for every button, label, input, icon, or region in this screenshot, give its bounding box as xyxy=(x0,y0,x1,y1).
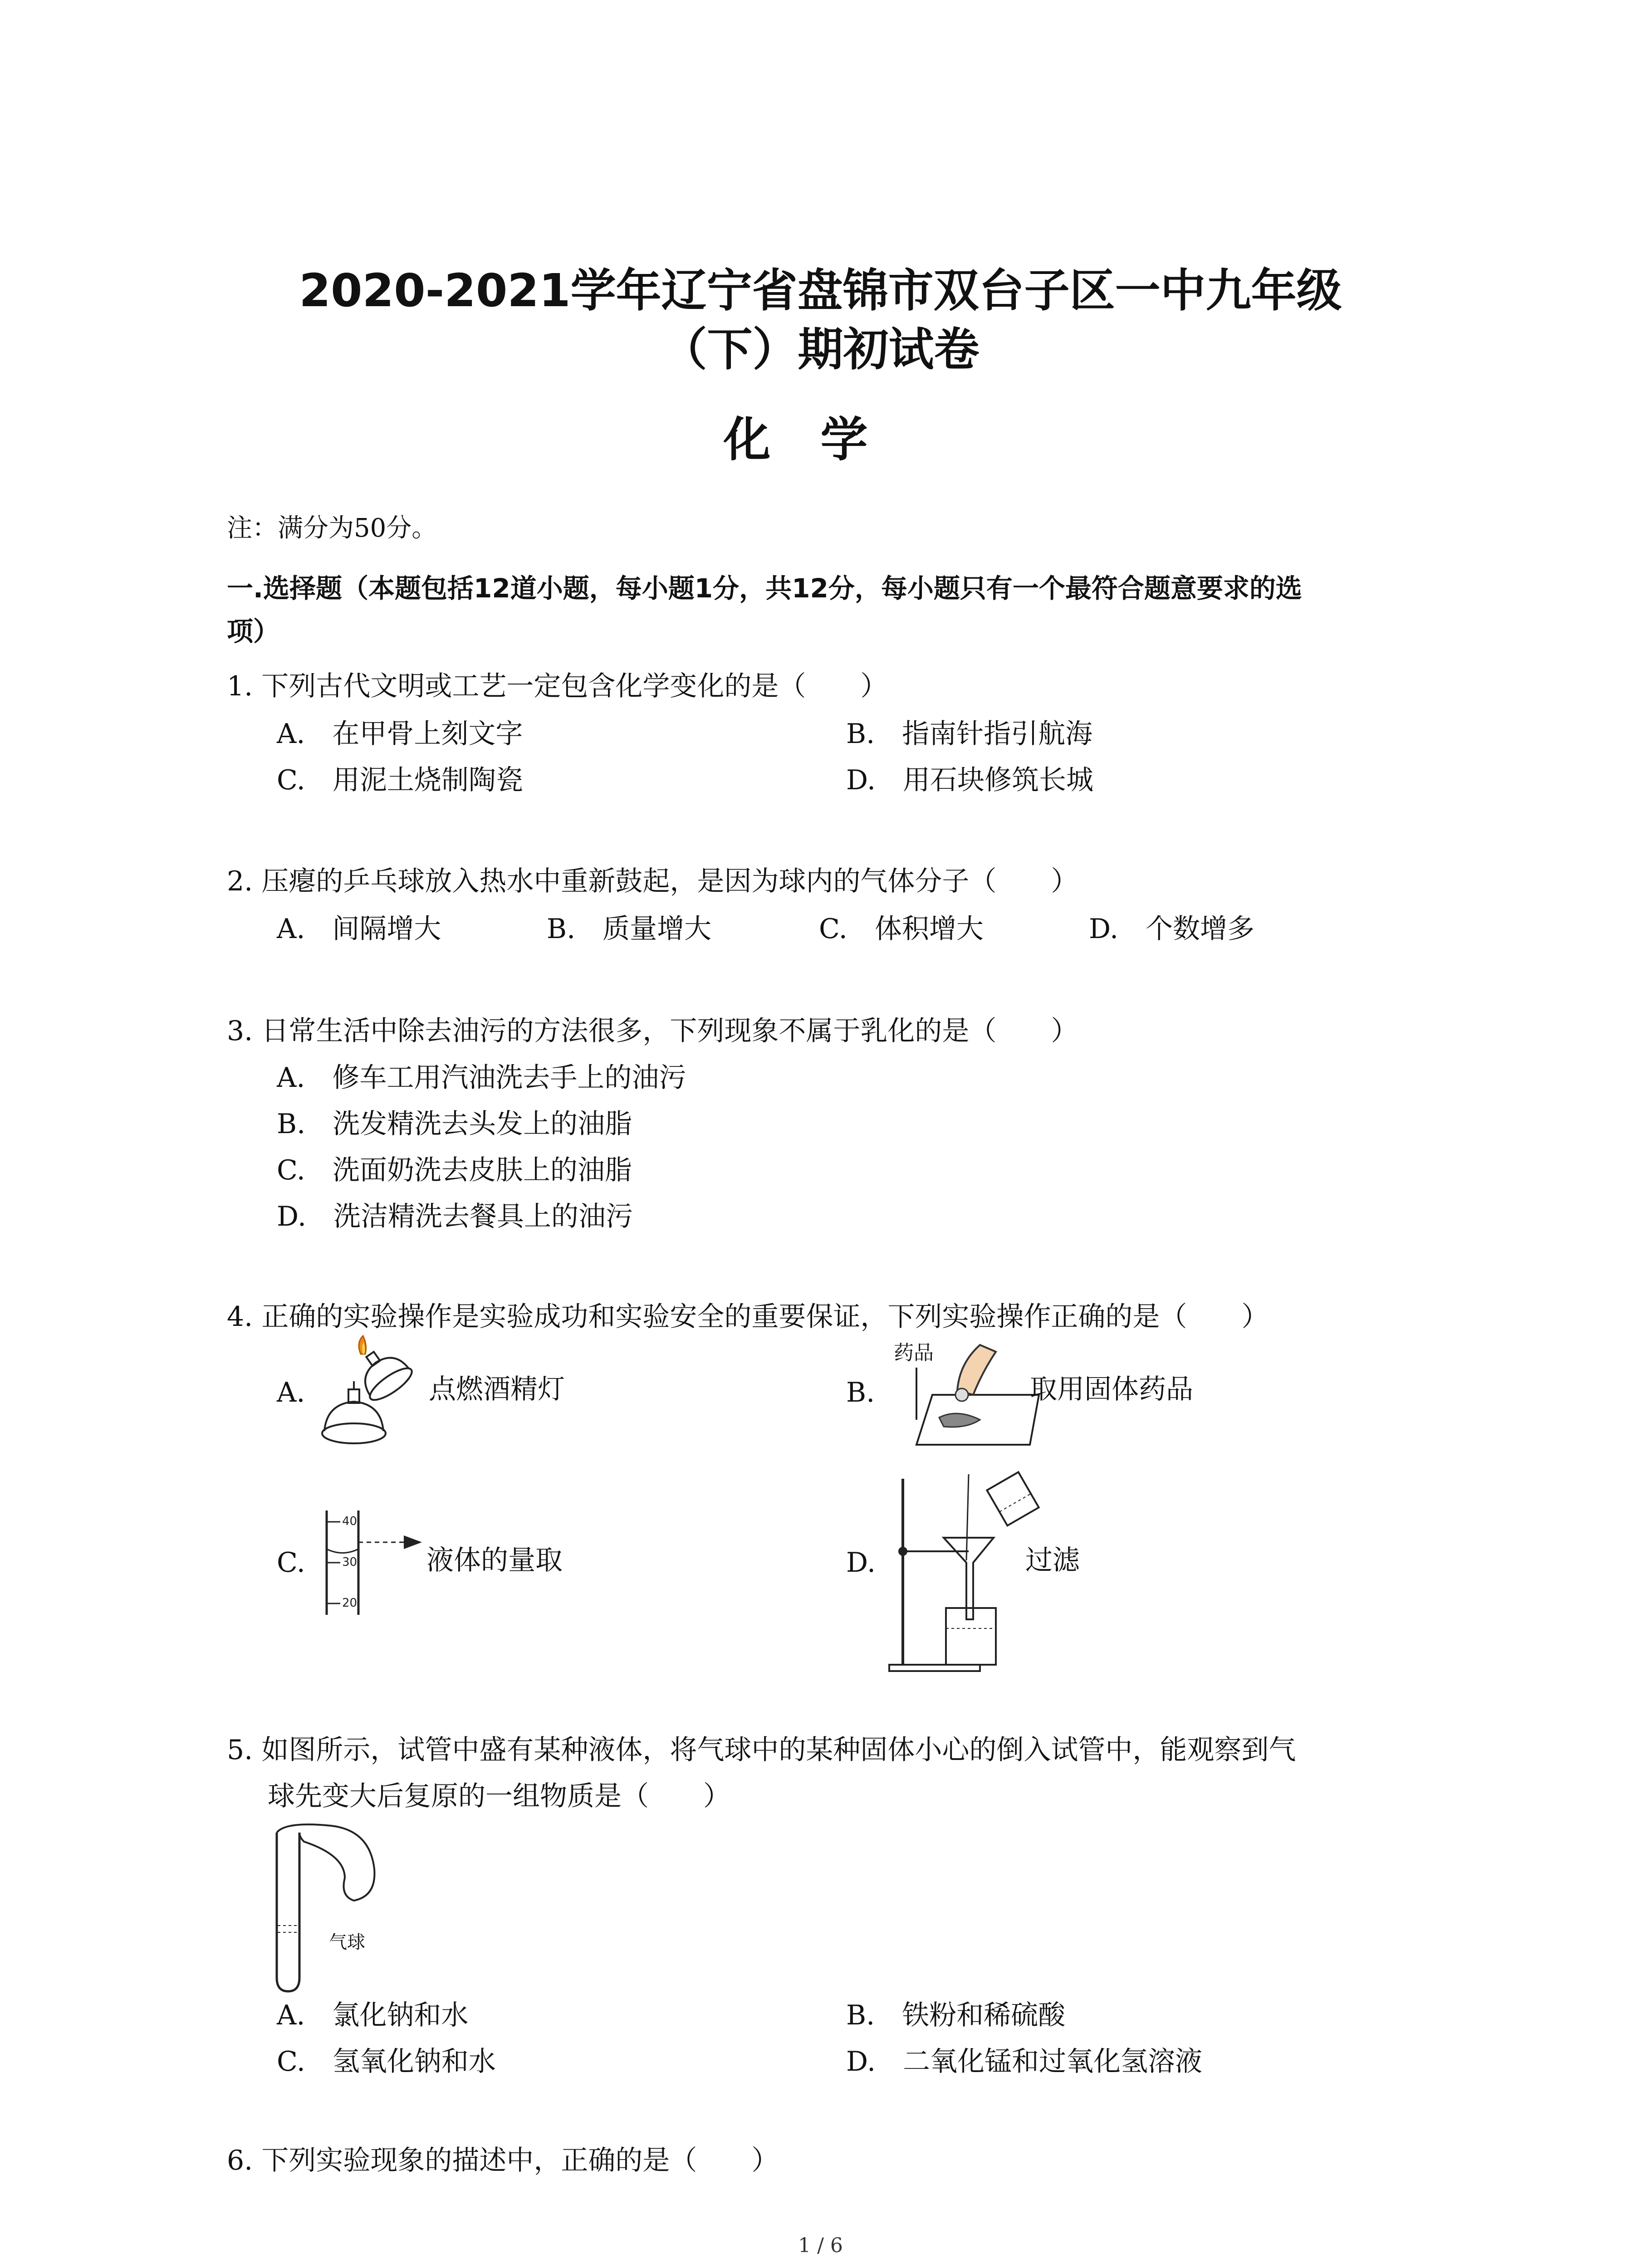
question-3-stem: 3. 日常生活中除去油污的方法很多，下列现象不属于乳化的是（ ） xyxy=(227,1015,1078,1047)
question-5-option-d: D. 二氧化锰和过氧化氢溶液 xyxy=(846,2046,1203,2077)
reagent-label: 药品 xyxy=(894,1341,934,1364)
question-5-option-b: B. 铁粉和稀硫酸 xyxy=(846,1999,1066,2031)
question-4-option-c-caption: 液体的量取 xyxy=(426,1545,563,1576)
question-1-option-c: C. 用泥土烧制陶瓷 xyxy=(277,764,523,796)
exam-title-line2: （下）期初试卷 xyxy=(661,323,980,376)
section-heading-line1: 一.选择题（本题包括12道小题，每小题1分，共12分，每小题只有一个最符合题意要求的选 xyxy=(227,573,1302,604)
question-6-stem: 6. 下列实验现象的描述中，正确的是（ ） xyxy=(227,2145,779,2176)
question-1-stem: 1. 下列古代文明或工艺一定包含化学变化的是（ ） xyxy=(227,670,888,702)
question-4-option-b-letter: B. xyxy=(846,1377,875,1408)
page-number: 1 / 6 xyxy=(798,2234,843,2257)
graduated-cylinder-icon xyxy=(318,1506,436,1619)
question-2-option-c: C. 体积增大 xyxy=(819,913,984,945)
question-3-option-a: A. 修车工用汽油洗去手上的油污 xyxy=(277,1062,686,1094)
question-1-option-a: A. 在甲骨上刻文字 xyxy=(277,718,523,750)
exam-title-line1: 2020-2021学年辽宁省盘锦市双台子区一中九年级 xyxy=(299,264,1342,317)
tick-label-40: 40 xyxy=(342,1515,358,1528)
test-tube-balloon-icon xyxy=(272,1823,399,1996)
question-4-option-c-letter: C. xyxy=(277,1547,305,1579)
question-5-stem-line2: 球先变大后复原的一组物质是（ ） xyxy=(268,1780,730,1812)
question-5-option-a: A. 氯化钠和水 xyxy=(277,1999,469,2031)
subject-heading: 化学 xyxy=(723,412,918,467)
question-4-stem: 4. 正确的实验操作是实验成功和实验安全的重要保证，下列实验操作正确的是（ ） xyxy=(227,1301,1269,1333)
question-1-option-d: D. 用石块修筑长城 xyxy=(846,764,1094,796)
question-4-option-a-caption: 点燃酒精灯 xyxy=(429,1374,565,1405)
question-3-option-d: D. 洗洁精洗去餐具上的油污 xyxy=(277,1201,633,1232)
section-heading-line2: 项） xyxy=(227,616,280,647)
question-5-option-c: C. 氢氧化钠和水 xyxy=(277,2046,496,2077)
question-2-option-a: A. 间隔增大 xyxy=(277,913,441,945)
solid-reagent-icon xyxy=(889,1336,1039,1449)
question-2-option-d: D. 个数增多 xyxy=(1089,913,1255,945)
question-4-option-a-letter: A. xyxy=(277,1377,305,1408)
balloon-label: 气球 xyxy=(329,1932,365,1953)
question-4-option-d-caption: 过滤 xyxy=(1025,1545,1080,1576)
question-3-option-c: C. 洗面奶洗去皮肤上的油脂 xyxy=(277,1154,632,1186)
tick-label-20: 20 xyxy=(342,1596,358,1610)
question-2-option-b: B. 质量增大 xyxy=(547,913,712,945)
score-note: 注：满分为50分。 xyxy=(227,513,437,543)
question-4-option-d-letter: D. xyxy=(846,1547,876,1579)
alcohol-lamp-icon xyxy=(318,1336,436,1449)
question-2-stem: 2. 压瘪的乒乓球放入热水中重新鼓起，是因为球内的气体分子（ ） xyxy=(227,865,1078,897)
question-1-option-b: B. 指南针指引航海 xyxy=(846,718,1093,750)
question-4-option-b-caption: 取用固体药品 xyxy=(1030,1374,1193,1405)
filtration-icon xyxy=(889,1470,1048,1674)
tick-label-30: 30 xyxy=(342,1555,358,1569)
question-5-stem-line1: 5. 如图所示，试管中盛有某种液体，将气球中的某种固体小心的倒入试管中，能观察到气 xyxy=(227,1734,1296,1766)
question-3-option-b: B. 洗发精洗去头发上的油脂 xyxy=(277,1108,632,1140)
